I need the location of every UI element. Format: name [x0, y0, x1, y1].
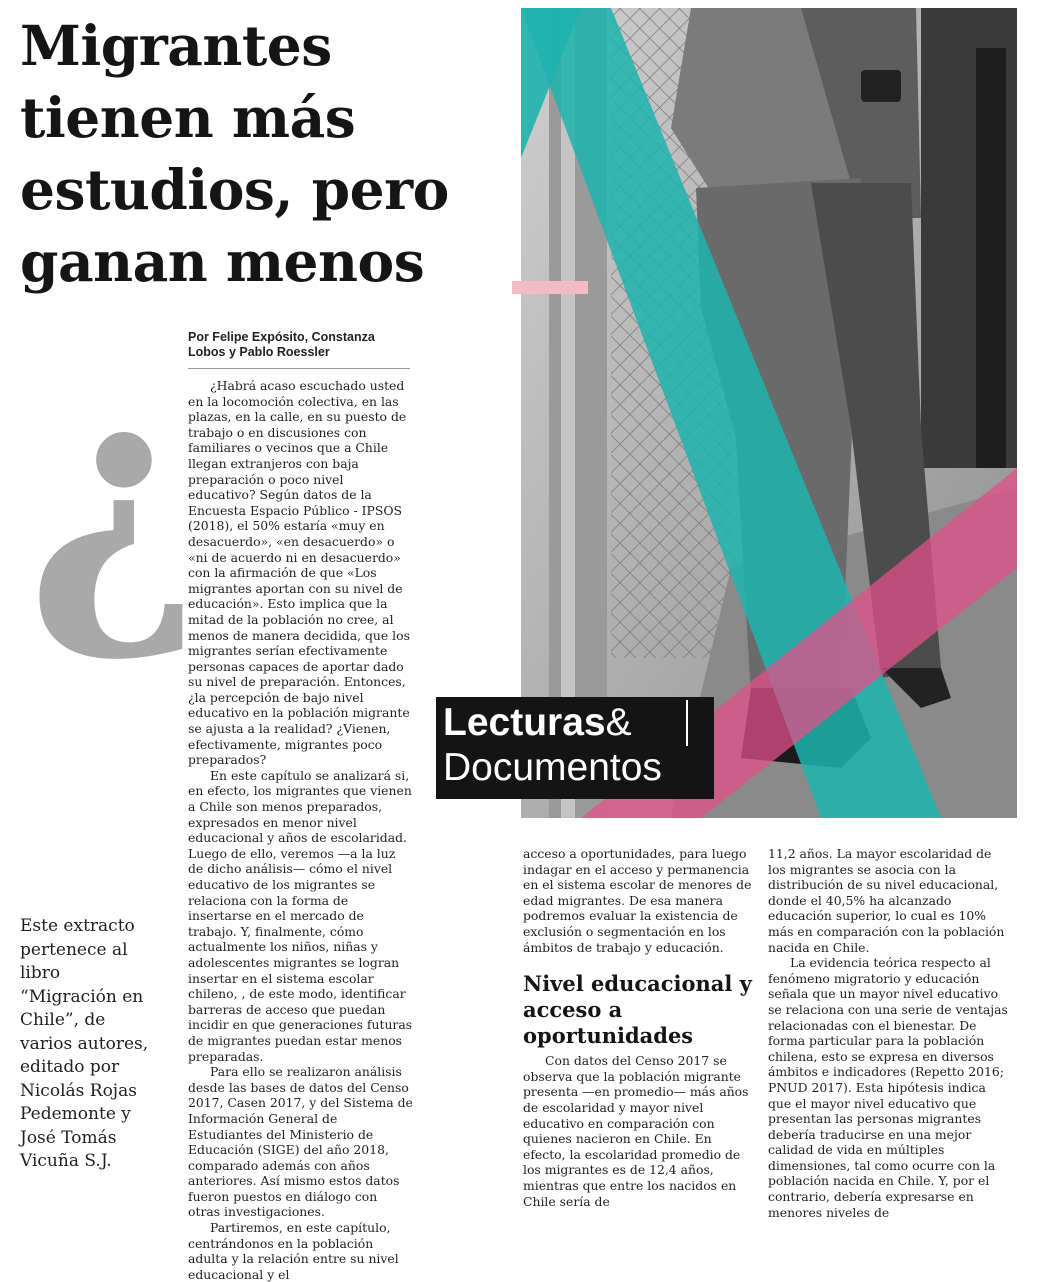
paragraph: Con datos del Censo 2017 se observa que la población migrante presenta —en promedio— más años de escolaridad y mayor nivel educativo en comparación con quienes nacieron en Chile. En efecto, la escolaridad promedio de los migrantes es de 12,4 años, mientras que entre los nacidos en Chile sería de: [523, 1053, 749, 1209]
headline-line: tienen más: [20, 85, 356, 150]
article-column-2: [523, 846, 753, 1209]
book-excerpt-note: Este extracto pertenece al libro “Migración en Chile”, de varios autores, editado por Nicolás Rojas Pedemonte y José Tomás Vicuña S.J.: [20, 916, 149, 1171]
paragraph: La evidencia teórica respecto al fenómeno migratorio y educación señala que un mayor nivel educativo se relaciona con una serie de ventajas relacionadas con el bienestar. De forma particular para la población chilena, esto se expresa en diversos ámbitos e indicadores (Repetto 2016; PNUD 2017). Esta hipótesis indica que el mayor nivel educativo que presentan las personas migrantes debería traducirse en una mejor calidad de vida en múltiples dimensiones, tal como ocurre con la población nacida en Chile. Y, por el contrario, debería expresarse en menores niveles de: [768, 955, 1008, 1220]
section-label-word2: Documentos: [443, 746, 662, 789]
headline-line: estudios, pero: [20, 157, 449, 222]
paragraph: acceso a oportunidades, para luego indagar en el acceso y permanencia en el sistema escolar de menores de edad migrantes. De esa manera podremos evaluar la existencia de exclusión o segmentación en los ámbitos de trabajo y educación.: [523, 846, 752, 955]
paragraph: Para ello se realizaron análisis desde las bases de datos del Censo 2017, Casen 2017, y del Sistema de Información General de Estudiantes del Ministerio de Educación (SIGE) del año 2018, comparado además con años anteriores. Así mismo estos datos fueron puestos en diálogo con otras investigaciones.: [188, 1064, 413, 1220]
paragraph: ¿Habrá acaso escuchado usted en la locomoción colectiva, en las plazas, en la calle, en su puesto de trabajo o en discusiones con familiares o vecinos que a Chile llegan extranjeros con baja preparación o poco nivel educativo? Según datos de la Encuesta Espacio Público - IPSOS (2018), el 50% estaría «muy en desacuerdo», «en desacuerdo» o «ni de acuerdo ni en desacuerdo» con la afirmación de que «Los migrantes aportan con su nivel de educación». Esto implica que la mitad de la población no cree, al menos de manera decidida, que los migrantes serían efectivamente personas capaces de aportar dado su nivel de preparación. Entonces, ¿la percepción de bajo nivel educativo en la población migrante se ajusta a la realidad? ¿Vienen, efectivamente, migrantes poco preparados?: [188, 378, 410, 768]
paragraph: 11,2 años. La mayor escolaridad de los migrantes se asocia con la distribución de su nivel educacional, donde el 40,5% ha alcanzado educación superior, lo cual es 10% más en comparación con la población nacida en Chile.: [768, 846, 1005, 955]
section-label-word1: Lecturas: [443, 701, 606, 744]
section-label-divider: [686, 700, 688, 746]
pink-accent-bar: [512, 281, 588, 294]
article-column-1: [188, 378, 413, 1282]
byline: Por Felipe Expósito, Constanza Lobos y Pablo Roessler: [188, 330, 410, 369]
section-label-amp: &: [605, 701, 632, 744]
paragraph: Partiremos, en este capítulo, centrándonos en la población adulta y la relación entre su nivel educacional y el: [188, 1220, 399, 1282]
headline-line: Migrantes: [20, 13, 332, 78]
headline-line: ganan menos: [20, 229, 425, 294]
headline: [20, 10, 510, 298]
section-label-line1: [443, 700, 632, 746]
drop-glyph: ¿: [26, 318, 202, 671]
article-column-3: [768, 846, 1008, 1220]
section-subhead: Nivel educacional y acceso a oportunidades: [523, 971, 752, 1049]
paragraph: En este capítulo se analizará si, en efecto, los migrantes que vienen a Chile son menos preparados, expresados en menor nivel educacional y años de escolaridad. Luego de ello, veremos —a la luz de dicho análisis— cómo el nivel educativo de los migrantes se relaciona con la forma de insertarse en el mercado de trabajo. Y, finalmente, cómo actualmente los niños, niñas y adolescentes migrantes se logran insertar en el sistema escolar chileno, , de este modo, identificar barreras de acceso que puedan incidir en que generaciones futuras de migrantes puedan estar menos preparadas.: [188, 767, 413, 1064]
